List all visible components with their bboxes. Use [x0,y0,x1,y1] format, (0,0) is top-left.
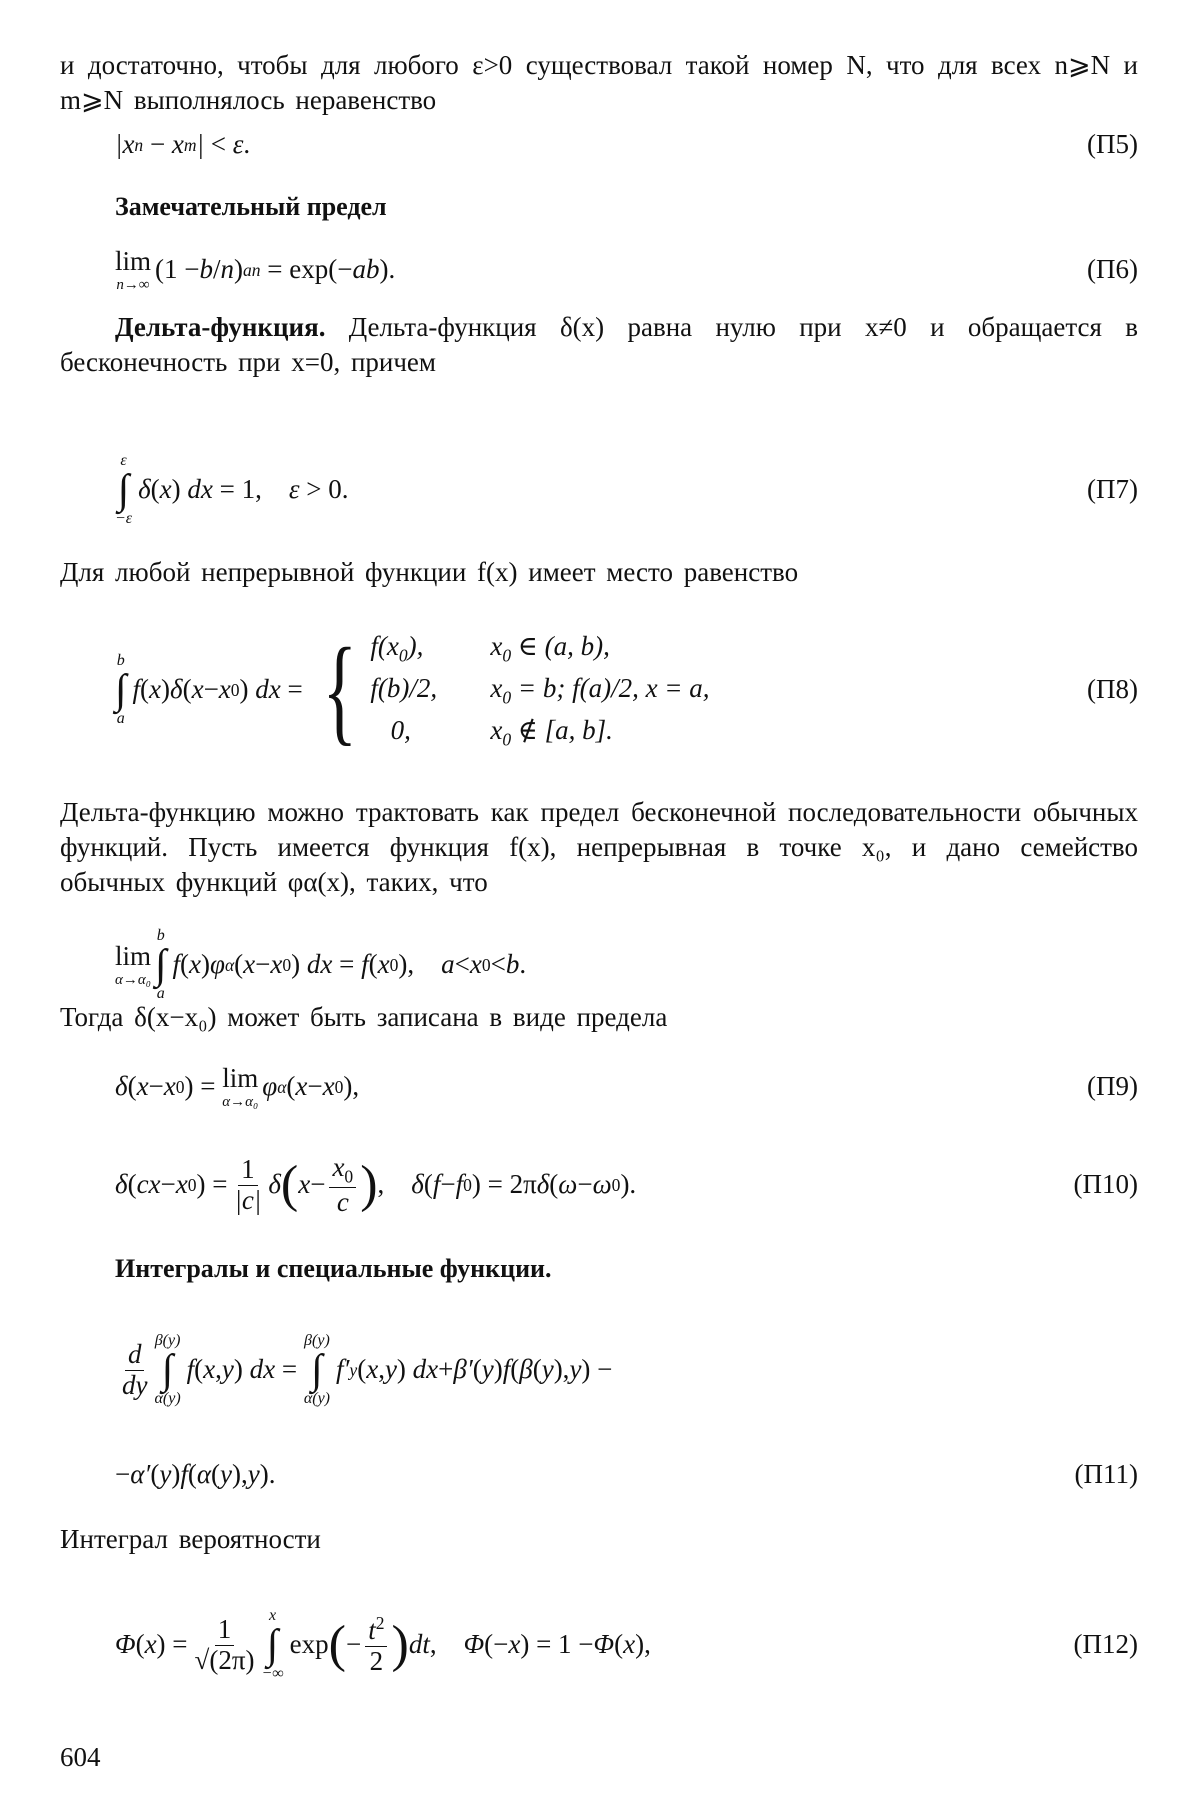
equation-number-p7: (П7) [1087,474,1138,505]
paragraph-then: Тогда δ(x−x₀) может быть записана в виде предела [60,1002,668,1032]
delta-definition-text: Дельта-функция δ(x) равна нулю при x≠0 и обращается в бесконечность при x=0, причем [60,312,1138,378]
equation-p5 [115,110,1138,180]
equation-number-p12: (П12) [1073,1629,1138,1660]
equation-number-p5: (П5) [1087,129,1138,160]
equation-p11-body-line2: − α′ ( y ) f ( α ( y ), y ). [115,1459,276,1490]
heading-integrals-special-functions: Интегралы и специальные функции. [115,1254,552,1283]
run-in-heading-delta: Дельта-функция. [115,312,326,342]
paragraph-continuous-function: Для любой непрерывной функции f(x) имеет место равенство [60,557,799,587]
equation-p8-body: b ∫ a f ( x ) δ ( x − x 0 ) dx = { $f(x_0)$, $x_0$ ∈ (a, b), f(b)/2, $x_0 = b$; f(a)/2, x = a, 0, $x_0$ ∉ [a, b]. [115,622,710,756]
equation-p9-body: δ ( x − x 0 ) = lim α→α₀ φ α ( x − x 0 ), [115,1062,360,1110]
equation-p12 [115,1585,1138,1705]
equation-p7-body: ε ∫ −ε δ ( x ) dx = 1, ε > 0. [115,452,349,527]
equation-p11-body-line1: $\frac{d}{dy}$ β(y) ∫ α(y) f ( x , y ) dx = β(y) ∫ α(y) f′ y ( x , y ) dx + β′ ( y ) f ( β ( y ), y ) − [122,1332,613,1407]
page-number: 604 [60,1742,101,1772]
equation-family-limit-body: lim α→α₀ b ∫ a f ( x ) φ α ( x − x 0 ) dx = f ( x 0 ), a < x 0 < b . [115,927,527,1002]
heading-remarkable-limit: Замечательный предел [115,192,387,221]
paragraph-cauchy-criterion: и достаточно, чтобы для любого ε>0 существовал такой номер N, что для всех n⩾N и m⩾N выполнялось неравенство [60,50,1138,116]
equation-number-p6: (П6) [1087,254,1138,285]
equation-p12-body: Φ ( x ) = $\frac{1}{√(2\pi)}$ x ∫ −∞ exp ( − $\frac{t^2}{2}$ ) dt , Φ (− x ) = 1 − Φ ( x ), [115,1607,651,1682]
equation-p11-line1 [115,1300,1138,1440]
equation-number-p9: (П9) [1087,1071,1138,1102]
equation-p6-body: lim n→∞ (1 − b / n ) an = exp(− ab ). [115,245,396,293]
equation-number-p8: (П8) [1087,674,1138,705]
equation-family-limit [115,925,1138,1005]
paragraph-probability-integral: Интеграл вероятности [60,1524,321,1554]
equation-p7 [115,452,1138,527]
equation-p11-line2 [115,1440,1138,1510]
equation-p10-body: δ ( cx − x 0 ) = $\frac{1}{|c|}$ δ ( x − $\frac{x_0}{c}$ ) , δ ( f − f 0 ) = 2π δ ( ω − ω 0 ). [115,1151,637,1217]
paragraph-delta-function [60,310,1138,380]
equation-p5-body: | x n − x m | < ε . [115,129,251,160]
equation-number-p11: (П11) [1074,1459,1138,1490]
paragraph-delta-limit: Дельта-функцию можно трактовать как предел бесконечной последовательности обычных функций. Пусть имеется функция f(x), непрерывная в точке x₀, и дано семейство обычных функций φα(x), таких, что [60,797,1138,898]
equation-number-p10: (П10) [1073,1169,1138,1200]
equation-p9 [115,1052,1138,1122]
equation-p10 [115,1140,1138,1230]
equation-p8 [115,615,1138,765]
equation-p6 [115,235,1138,305]
